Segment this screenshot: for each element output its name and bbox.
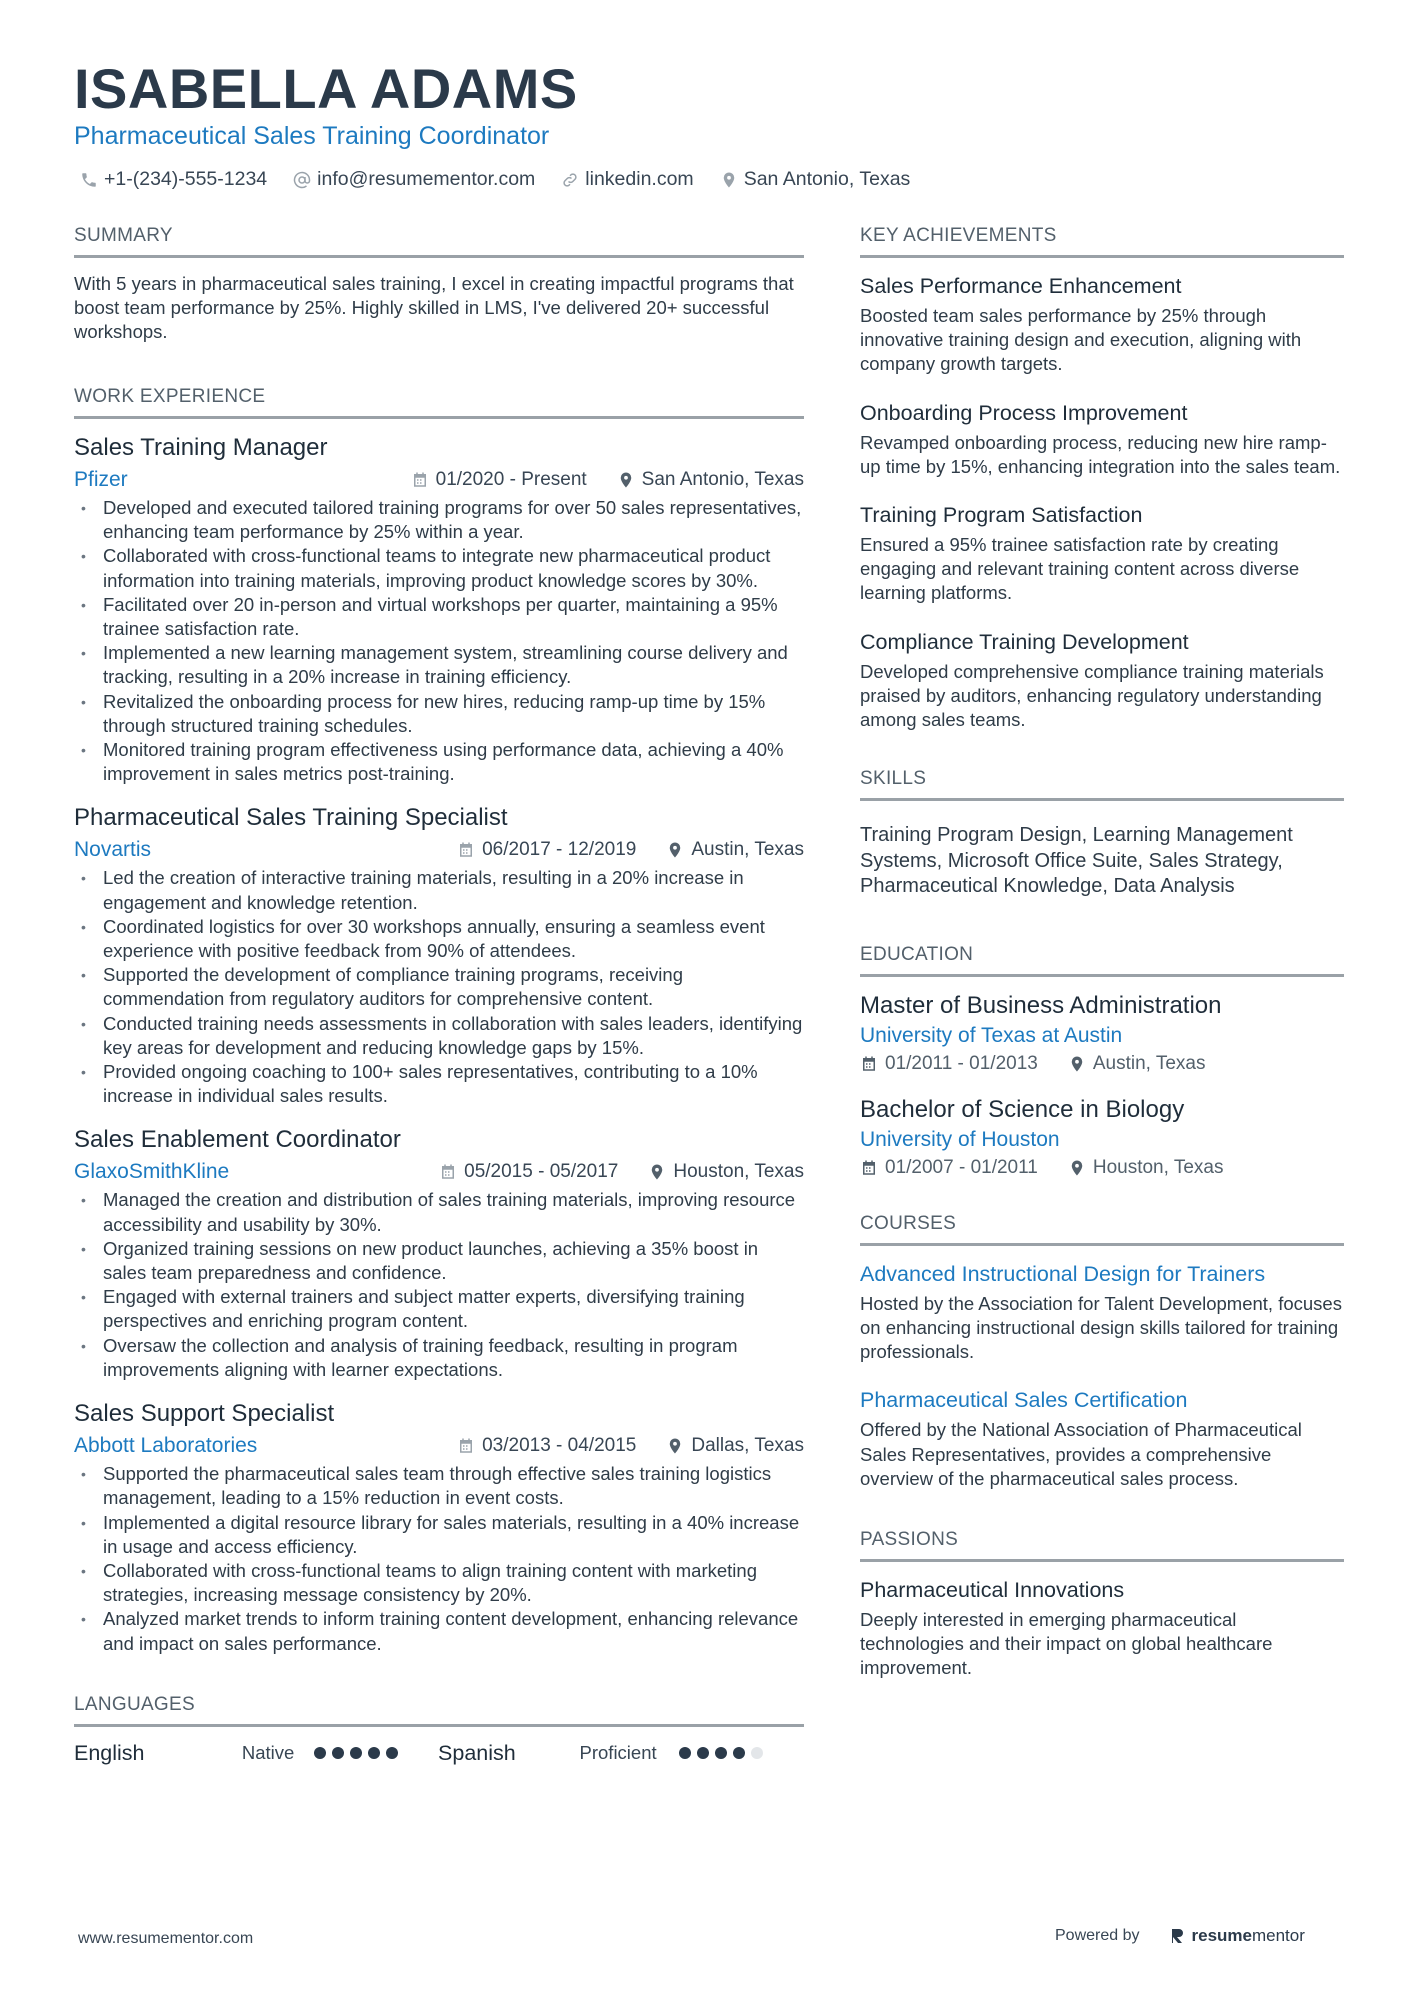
company-name: GlaxoSmithKline xyxy=(74,1160,230,1184)
job-bullet: • Led the creation of interactive training materials, resulting in a 20% increase in engagement and knowledge retention. xyxy=(74,866,804,914)
job-dates xyxy=(457,1435,636,1457)
job-bullet: • Coordinated logistics for over 30 workshops annually, ensuring a seamless event experience with positive feedback from 90% of attendees. xyxy=(74,915,804,963)
calendar-icon xyxy=(860,1055,878,1073)
job-dates xyxy=(411,469,587,491)
passions-section xyxy=(860,1529,1344,1681)
rating-dot-filled xyxy=(350,1747,362,1759)
section-title: SKILLS xyxy=(860,768,1344,801)
job-bullet: • Revitalized the onboarding process for new hires, reducing ramp-up time by 15% through structured training schedules. xyxy=(74,690,804,738)
job-meta-right xyxy=(457,1435,804,1457)
map-pin-icon xyxy=(666,841,684,859)
location-text: Houston, Texas xyxy=(1092,1156,1224,1178)
job-bullet: • Monitored training program effectiveness using performance data, achieving a 40% improvement in sales metrics post-training. xyxy=(74,738,804,786)
job-title: Sales Support Specialist xyxy=(74,1400,335,1428)
calendar-icon xyxy=(457,1437,475,1455)
footer-website[interactable]: www.resumementor.com xyxy=(78,1930,254,1947)
courses-section xyxy=(860,1213,1344,1491)
education-meta xyxy=(860,1053,1344,1075)
location-text: Houston, Texas xyxy=(673,1161,804,1183)
rating-dot-filled xyxy=(386,1747,398,1759)
education-item xyxy=(860,1095,1344,1179)
education-dates xyxy=(860,1053,1038,1075)
education-item xyxy=(860,991,1344,1075)
powered-by-label: Powered by xyxy=(1055,1927,1140,1944)
email-text: info@resumementor.com xyxy=(317,168,536,190)
section-title: SUMMARY xyxy=(74,225,804,258)
job-bullet: • Conducted training needs assessments in collaboration with sales leaders, identifying key areas for development and reducing knowledge gaps by 15%. xyxy=(74,1012,804,1060)
job-title: Sales Enablement Coordinator xyxy=(74,1126,401,1154)
job-bullet: • Collaborated with cross-functional teams to align training content with marketing strategies, increasing message consistency by 20%. xyxy=(74,1559,804,1607)
job-meta-right xyxy=(457,839,804,861)
dates-text: 01/2020 - Present xyxy=(435,469,587,490)
dates-text: 01/2011 - 01/2013 xyxy=(885,1052,1038,1074)
achievement-desc: Boosted team sales performance by 25% through innovative training design and execution, aligning with company growth targets. xyxy=(860,305,1302,375)
rating-dot-filled xyxy=(733,1747,745,1759)
dates-text: 06/2017 - 12/2019 xyxy=(482,839,637,861)
language-level: Proficient xyxy=(579,1742,657,1764)
calendar-icon xyxy=(457,841,475,859)
location-text: Dallas, Texas xyxy=(691,1435,804,1457)
course-desc: Hosted by the Association for Talent Development, focuses on enhancing instructional design skills tailored for training professionals. xyxy=(860,1292,1342,1363)
achievement-title: Training Program Satisfaction xyxy=(860,503,1143,528)
education-section xyxy=(860,944,1344,1179)
right-column xyxy=(860,225,1344,1681)
skills-text: Training Program Design, Learning Management Systems, Microsoft Office Suite, Sales Strategy, Pharmaceutical Knowledge, Data Analysis xyxy=(860,824,1293,898)
job-bullet: • Engaged with external trainers and subject matter experts, diversifying training perspectives and enriching program content. xyxy=(74,1285,804,1333)
contact-bar xyxy=(80,168,910,191)
rating-dot-empty xyxy=(751,1747,763,1759)
job-bullets xyxy=(74,1462,804,1656)
language-name: Spanish xyxy=(438,1740,516,1765)
job-location xyxy=(648,1161,804,1183)
location-text: Austin, Texas xyxy=(1092,1052,1206,1074)
map-pin-icon xyxy=(617,471,635,489)
achievements-section xyxy=(860,225,1344,732)
job-title: Pharmaceutical Sales Training Specialist xyxy=(74,804,508,832)
job-bullet: • Facilitated over 20 in-person and virtual workshops per quarter, maintaining a 95% trainee satisfaction rate. xyxy=(74,593,804,641)
map-pin-icon xyxy=(1068,1159,1086,1177)
job-dates xyxy=(439,1161,618,1183)
language-rating xyxy=(679,1747,804,1759)
brand-text xyxy=(1192,1926,1305,1946)
job-location xyxy=(617,469,804,491)
achievement-list xyxy=(860,272,1344,732)
section-title: EDUCATION xyxy=(860,944,1344,977)
passion-desc: Deeply interested in emerging pharmaceutical technologies and their impact on global healthcare improvement. xyxy=(860,1608,1273,1679)
company-name: Pfizer xyxy=(74,468,128,491)
rating-dot-filled xyxy=(368,1747,380,1759)
candidate-name: ISABELLA ADAMS xyxy=(74,57,578,120)
achievement-item xyxy=(860,628,1344,733)
job-bullet: • Collaborated with cross-functional teams to integrate new pharmaceutical product information into training materials, improving product knowledge scores by 30%. xyxy=(74,544,804,592)
job-bullet: • Analyzed market trends to inform training content development, enhancing relevance and impact on sales performance. xyxy=(74,1607,804,1655)
calendar-icon xyxy=(860,1159,878,1177)
job-bullet: • Oversaw the collection and analysis of training feedback, resulting in program improvements aligning with learner expectations. xyxy=(74,1334,804,1382)
rating-dot-filled xyxy=(314,1747,326,1759)
job-location xyxy=(666,839,804,861)
language-list xyxy=(74,1741,804,1766)
achievement-title: Sales Performance Enhancement xyxy=(860,274,1182,298)
linkedin-text: linkedin.com xyxy=(585,168,694,190)
company-name: Novartis xyxy=(74,838,152,862)
degree: Bachelor of Science in Biology xyxy=(860,1095,1185,1123)
job-entry xyxy=(74,1125,804,1382)
language-name: English xyxy=(74,1740,145,1765)
location-text: San Antonio, Texas xyxy=(743,168,911,190)
education-meta xyxy=(860,1157,1344,1179)
achievement-item xyxy=(860,501,1344,606)
course-title[interactable]: Advanced Instructional Design for Trainers xyxy=(860,1261,1266,1286)
map-pin-icon xyxy=(648,1163,666,1181)
passion-title: Pharmaceutical Innovations xyxy=(860,1577,1125,1602)
dates-text: 01/2007 - 01/2011 xyxy=(885,1156,1038,1178)
job-meta xyxy=(74,1160,804,1184)
school: University of Texas at Austin xyxy=(860,1023,1123,1047)
resumementor-logo-icon xyxy=(1170,1927,1186,1945)
job-meta xyxy=(74,1434,804,1458)
course-list xyxy=(860,1260,1344,1491)
phone-text: +1-(234)-555-1234 xyxy=(104,168,268,190)
experience-section xyxy=(74,386,804,1656)
section-title: PASSIONS xyxy=(860,1529,1344,1562)
rating-dot-filled xyxy=(715,1747,727,1759)
achievement-desc: Ensured a 95% trainee satisfaction rate by creating engaging and relevant training content across diverse learning platforms. xyxy=(860,534,1300,604)
school: University of Houston xyxy=(860,1127,1060,1151)
contact-location xyxy=(720,168,911,191)
achievement-desc: Developed comprehensive compliance training materials praised by auditors, enhancing regulatory understanding among sales teams. xyxy=(860,660,1324,731)
summary-text: With 5 years in pharmaceutical sales training, I excel in creating impactful programs that boost team performance by 25%. Highly skilled in LMS, I've delivered 20+ successful workshops. xyxy=(74,273,794,342)
section-title: KEY ACHIEVEMENTS xyxy=(860,225,1344,258)
phone-icon xyxy=(80,171,98,189)
job-meta xyxy=(74,468,804,492)
course-desc: Offered by the National Association of Pharmaceutical Sales Representatives, provides a comprehensive overview of the pharmaceutical sales process. xyxy=(860,1419,1302,1489)
course-item xyxy=(860,1386,1344,1491)
passion-item xyxy=(860,1576,1344,1681)
link-icon xyxy=(561,171,579,189)
contact-linkedin[interactable] xyxy=(561,168,693,191)
summary-section xyxy=(74,225,804,344)
job-entry xyxy=(74,433,804,786)
job-bullet: • Developed and executed tailored training programs for over 50 sales representatives, enhancing team performance by 25% within a year. xyxy=(74,496,804,544)
section-title: WORK EXPERIENCE xyxy=(74,386,804,419)
achievement-title: Compliance Training Development xyxy=(860,629,1189,654)
section-title: LANGUAGES xyxy=(74,1694,804,1727)
languages-section xyxy=(74,1694,804,1766)
language-rating xyxy=(314,1747,439,1759)
job-entry xyxy=(74,1399,804,1656)
job-bullet: • Implemented a digital resource library for sales materials, resulting in a 40% increase in usage and access efficiency. xyxy=(74,1511,804,1559)
location-text: Austin, Texas xyxy=(691,839,804,861)
job-bullet: • Provided ongoing coaching to 100+ sales representatives, contributing to a 10% increase in individual sales results. xyxy=(74,1060,804,1108)
language-level: Native xyxy=(241,1742,295,1764)
company-name: Abbott Laboratories xyxy=(74,1434,258,1458)
map-pin-icon xyxy=(1068,1055,1086,1073)
achievement-desc: Revamped onboarding process, reducing new hire ramp-up time by 15%, enhancing integration into the sales team. xyxy=(860,431,1341,477)
calendar-icon xyxy=(411,471,429,489)
job-bullets xyxy=(74,496,804,786)
job-title: Sales Training Manager xyxy=(74,434,328,461)
map-pin-icon xyxy=(720,171,738,189)
dates-text: 03/2013 - 04/2015 xyxy=(482,1435,637,1457)
job-entry xyxy=(74,803,804,1108)
contact-phone[interactable] xyxy=(80,168,267,191)
candidate-role: Pharmaceutical Sales Training Coordinator xyxy=(74,122,550,150)
left-column xyxy=(74,225,804,1766)
map-pin-icon xyxy=(666,1437,684,1455)
rating-dot-filled xyxy=(697,1747,709,1759)
job-meta-right xyxy=(411,469,804,491)
job-meta-right xyxy=(439,1161,804,1183)
job-bullet: • Organized training sessions on new product launches, achieving a 35% boost in sales team preparedness and confidence. xyxy=(74,1237,804,1285)
brand-logo[interactable] xyxy=(1170,1926,1305,1946)
education-location xyxy=(1068,1053,1206,1075)
skills-section xyxy=(860,768,1344,900)
section-title: COURSES xyxy=(860,1213,1344,1246)
rating-dot-filled xyxy=(332,1747,344,1759)
job-bullets xyxy=(74,1188,804,1382)
brand-bold: resume xyxy=(1191,1926,1252,1945)
contact-email[interactable] xyxy=(293,168,535,191)
job-location xyxy=(666,1435,804,1457)
job-list xyxy=(74,433,804,1656)
at-sign-icon xyxy=(293,171,311,189)
education-location xyxy=(1068,1157,1224,1179)
job-bullet: • Managed the creation and distribution of sales training materials, improving resource accessibility and usability by 30%. xyxy=(74,1188,804,1236)
job-dates xyxy=(457,839,636,861)
dates-text: 05/2015 - 05/2017 xyxy=(464,1161,619,1183)
education-list xyxy=(860,991,1344,1179)
job-meta xyxy=(74,838,804,862)
course-item xyxy=(860,1260,1344,1365)
footer-branding xyxy=(1055,1926,1305,1946)
job-bullets xyxy=(74,866,804,1108)
achievement-title: Onboarding Process Improvement xyxy=(860,400,1188,425)
achievement-item xyxy=(860,399,1344,479)
education-dates xyxy=(860,1157,1038,1179)
job-bullet: • Supported the pharmaceutical sales team through effective sales training logistics management, leading to a 15% reduction in event costs. xyxy=(74,1462,804,1510)
brand-rest: mentor xyxy=(1251,1926,1305,1945)
job-bullet: • Implemented a new learning management system, streamlining course delivery and tracking, resulting in a 20% increase in training efficiency. xyxy=(74,641,804,689)
course-title[interactable]: Pharmaceutical Sales Certification xyxy=(860,1388,1188,1413)
location-text: San Antonio, Texas xyxy=(641,469,804,490)
degree: Master of Business Administration xyxy=(860,991,1222,1019)
achievement-item xyxy=(860,272,1344,377)
calendar-icon xyxy=(439,1163,457,1181)
rating-dot-filled xyxy=(679,1747,691,1759)
job-bullet: • Supported the development of compliance training programs, receiving commendation from regulatory auditors for comprehensive content. xyxy=(74,963,804,1011)
